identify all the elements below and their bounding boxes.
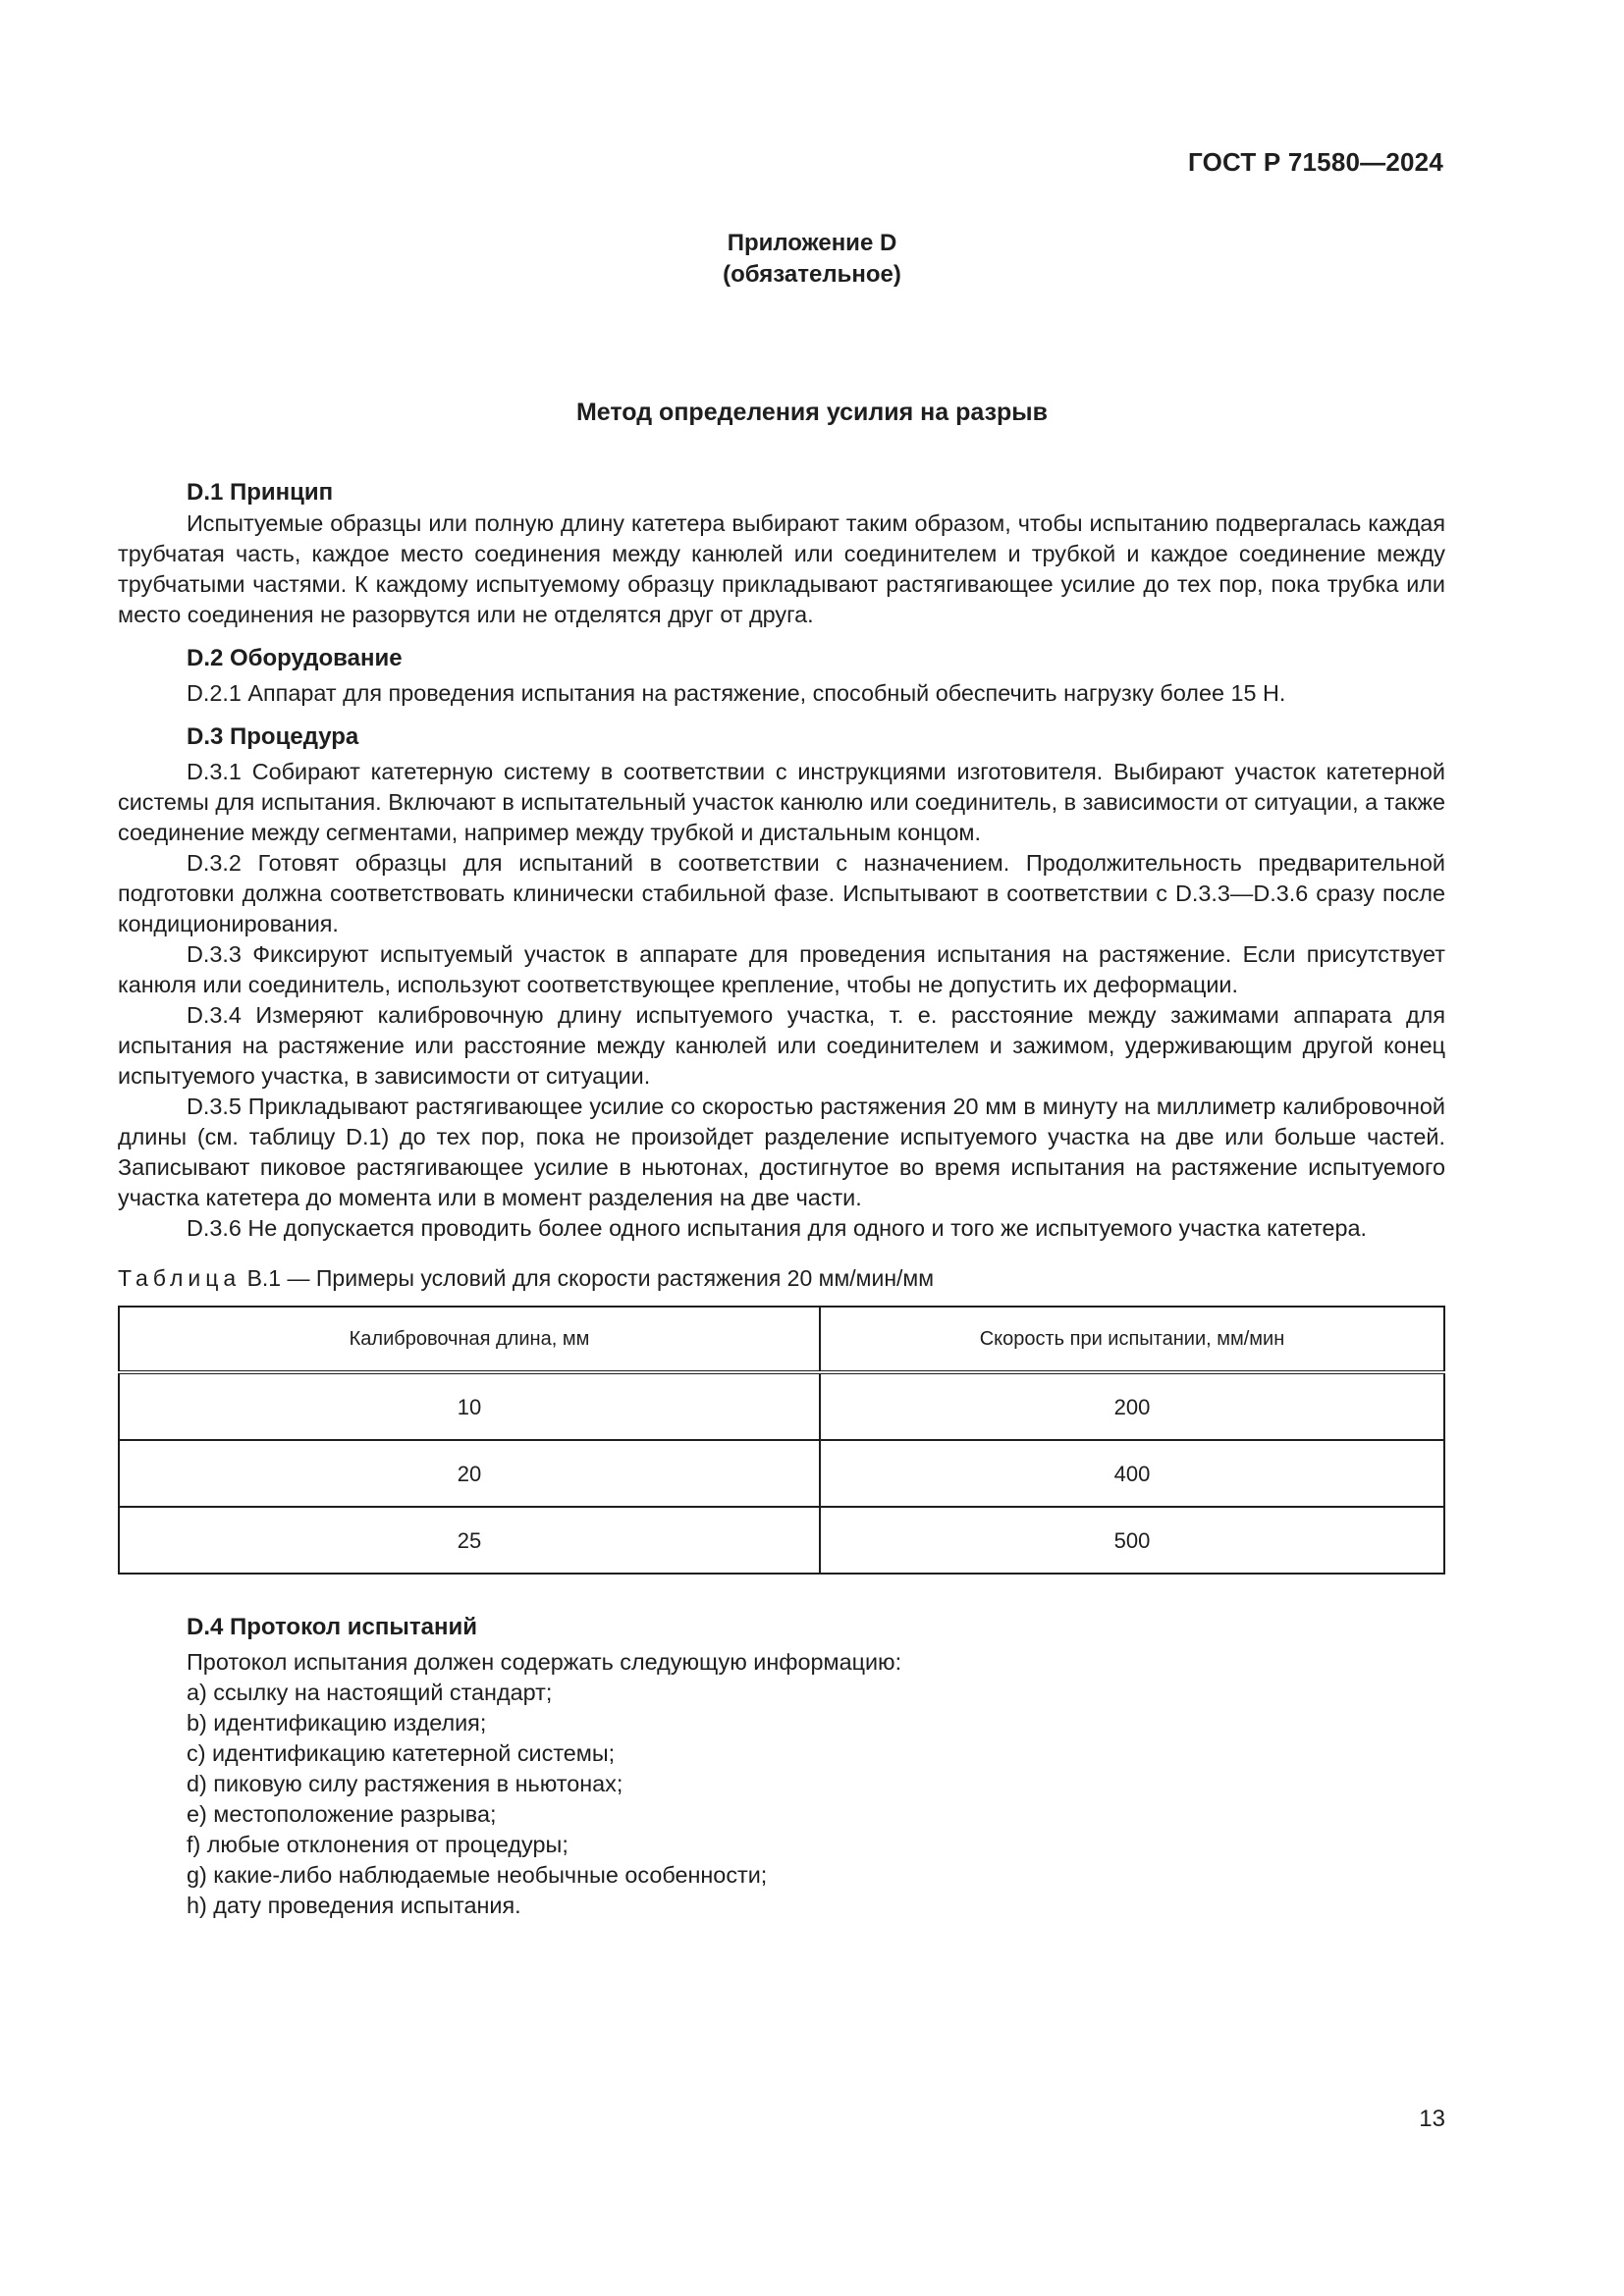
table-header-row bbox=[119, 1307, 1444, 1372]
section-d3-5: D.3.5 Прикладывают растягивающее усилие со скоростью растяжения 20 мм в минуту на миллиметр калибровочной длины (см. таблицу D.1) до тех пор, пока не произойдет разделение испытуемого участка на две или больше частей. Записывают пиковое растягивающее усилие в ньютонах, достигнутое во время испытания на растяжение испытуемого участка катетера до момента или в момент разделения на две части. bbox=[118, 1094, 1445, 1210]
table-row bbox=[119, 1440, 1444, 1507]
table-cell: 20 bbox=[119, 1440, 820, 1507]
section-d3-3: D.3.3 Фиксируют испытуемый участок в аппарате для проведения испытания на растяжение. Если присутствует канюля или соединитель, используют соответствующее крепление, чтобы не допустить их деформации. bbox=[118, 941, 1445, 997]
list-item: a) ссылку на настоящий стандарт; bbox=[187, 1680, 553, 1705]
section-d3-6: D.3.6 Не допускается проводить более одного испытания для одного и того же испытуемого участка катетера. bbox=[187, 1215, 1367, 1241]
table-caption-text: В.1 — Примеры условий для скорости растяжения 20 мм/мин/мм bbox=[241, 1265, 935, 1291]
annex-title: Приложение D bbox=[727, 230, 897, 256]
section-d3-4: D.3.4 Измеряют калибровочную длину испытуемого участка, т. е. расстояние между зажимами аппарата для испытания на растяжение или расстояние между канюлей или соединителем и зажимом, удерживающим другой конец испытуемого участка, в зависимости от ситуации. bbox=[118, 1002, 1445, 1089]
section-d1-heading: D.1 Принцип bbox=[187, 479, 334, 506]
main-title: Метод определения усилия на разрыв bbox=[575, 399, 1049, 426]
table-cell: 200 bbox=[820, 1372, 1444, 1440]
table-cell: 25 bbox=[119, 1507, 820, 1574]
list-item: e) местоположение разрыва; bbox=[187, 1801, 497, 1827]
section-d2-heading: D.2 Оборудование bbox=[187, 645, 403, 671]
section-d3-heading: D.3 Процедура bbox=[187, 723, 359, 750]
section-d3-1: D.3.1 Собирают катетерную систему в соответствии с инструкциями изготовителя. Выбирают участок катетерной системы для испытания. Включают в испытательный участок канюлю или соединитель, в зависимости от ситуации, а также соединение между сегментами, например между трубкой и дистальным концом. bbox=[118, 759, 1445, 845]
table-caption-word: Таблица bbox=[118, 1265, 242, 1291]
table-row bbox=[119, 1372, 1444, 1440]
list-item: d) пиковую силу растяжения в ньютонах; bbox=[187, 1771, 623, 1796]
table-header-cell: Скорость при испытании, мм/мин bbox=[820, 1307, 1444, 1372]
section-d2-1: D.2.1 Аппарат для проведения испытания на растяжение, способный обеспечить нагрузку более 15 Н. bbox=[187, 680, 1286, 706]
section-d4-intro: Протокол испытания должен содержать следующую информацию: bbox=[187, 1649, 902, 1675]
section-d4-heading: D.4 Протокол испытаний bbox=[187, 1614, 477, 1640]
table-caption bbox=[118, 1263, 1445, 1294]
document-code: ГОСТ Р 71580—2024 bbox=[1188, 147, 1443, 177]
table-cell: 10 bbox=[119, 1372, 820, 1440]
table-cell: 500 bbox=[820, 1507, 1444, 1574]
annex-status: (обязательное) bbox=[723, 261, 901, 288]
table-cell: 400 bbox=[820, 1440, 1444, 1507]
table-header-cell: Калибровочная длина, мм bbox=[119, 1307, 820, 1372]
document-body bbox=[118, 477, 1445, 1921]
list-item: b) идентификацию изделия; bbox=[187, 1710, 487, 1735]
list-item: h) дату проведения испытания. bbox=[187, 1893, 521, 1918]
list-item: g) какие-либо наблюдаемые необычные особенности; bbox=[187, 1862, 768, 1888]
list-item: f) любые отклонения от процедуры; bbox=[187, 1832, 568, 1857]
section-d3-2: D.3.2 Готовят образцы для испытаний в соответствии с назначением. Продолжительность предварительной подготовки должна соответствовать клинически стабильной фазе. Испытывают в соответствии с D.3.3—D.3.6 сразу после кондиционирования. bbox=[118, 850, 1445, 936]
data-table bbox=[118, 1306, 1445, 1575]
list-item: c) идентификацию катетерной системы; bbox=[187, 1740, 616, 1766]
page-number: 13 bbox=[1419, 2106, 1445, 2132]
report-items-list bbox=[118, 1678, 1445, 1921]
table-row bbox=[119, 1507, 1444, 1574]
section-d1-text: Испытуемые образцы или полную длину катетера выбирают таким образом, чтобы испытанию подвергалась каждая трубчатая часть, каждое место соединения между канюлей или соединителем и трубкой и каждое соединение между трубчатыми частями. К каждому испытуемому образцу прикладывают растягивающее усилие до тех пор, пока трубка или место соединения не разорвутся или не отделятся друг от друга. bbox=[118, 510, 1445, 627]
